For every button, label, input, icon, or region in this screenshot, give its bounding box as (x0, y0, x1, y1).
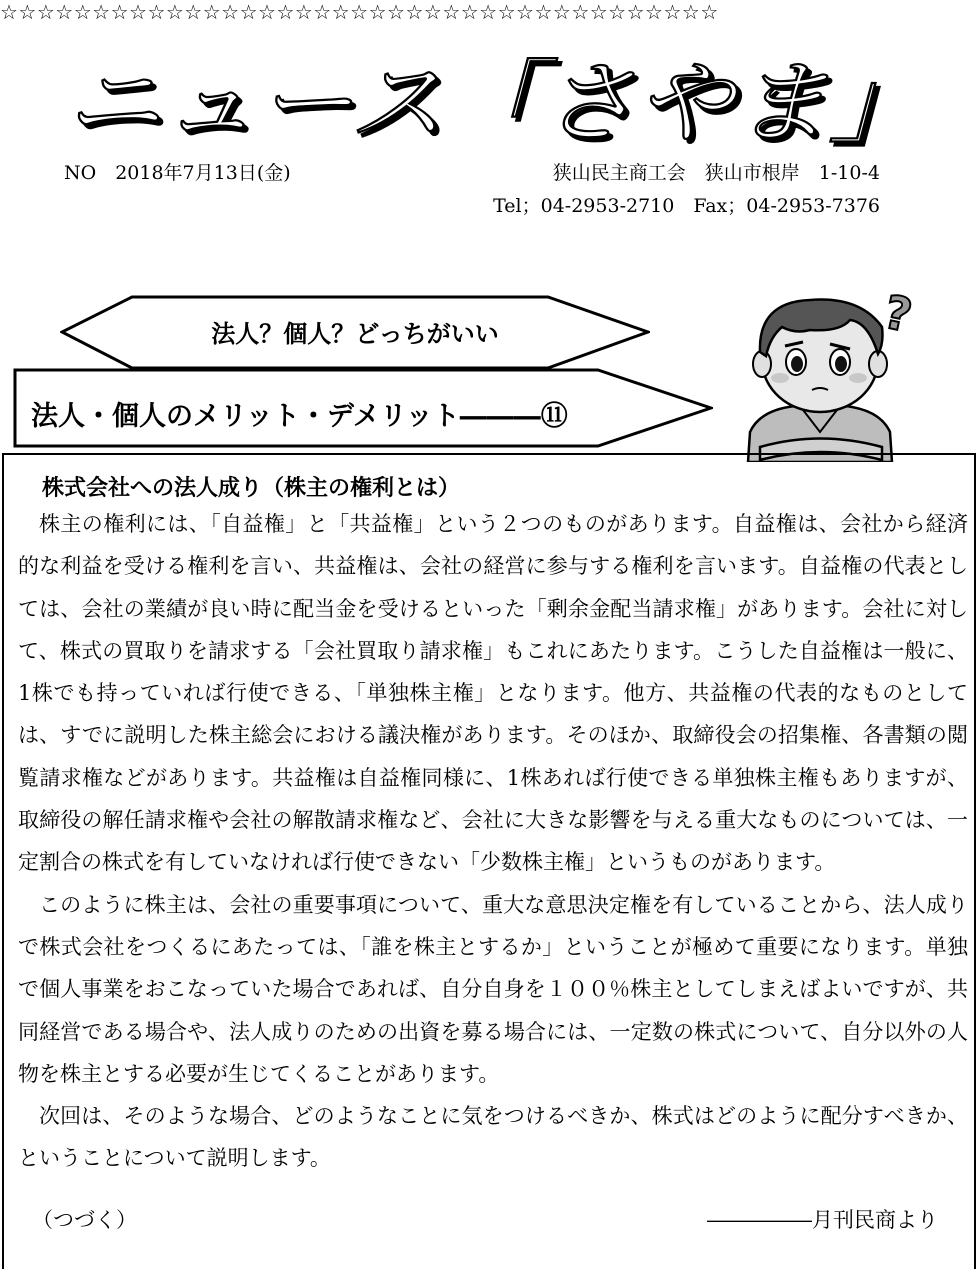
confused-boy-illustration (700, 282, 950, 462)
question-banner-text: 法人？個人？どっちがいい (211, 320, 499, 348)
masthead-title-text: ニュース「さやま」 (65, 52, 925, 152)
article-box (2, 453, 976, 1269)
article-paragraph: 株主の権利には、「自益権」と「共益権」という２つのものがあります。自益権は、会社から経済的な利益を受ける権利を言い、共益権は、会社の経営に参与する権利を言います。自益権の代表としては、会社の業績が良い時に配当金を受けるといった「剰余金配当請求権」があります。会社に対して、株式の買取りを請求する「会社買取り請求権」もこれにあたります。こうした自益権は一般に、1株でも持っていれば行使できる、「単独株主権」となります。他方、共益権の代表的なものとしては、すでに説明した株主総会における議決権があります。そのほか、取締役会の招集権、各書類の閲覧請求権などがあります。共益権は自益権同様に、1株あれば行使できる単独株主権もありますが、取締役の解任請求権や会社の解散請求権など、会社に大きな影響を与える重大なものについては、一定割合の株式を有していなければ行使できない「少数株主権」というものがあります。 (18, 512, 968, 875)
issue-date: NO 2018年7月13日(金) (64, 162, 291, 184)
star-divider: ☆☆☆☆☆☆☆☆☆☆☆☆☆☆☆☆☆☆☆☆☆☆☆☆☆☆☆☆☆☆☆☆☆☆☆☆☆☆☆ (0, 0, 719, 24)
article-paragraph: このように株主は、会社の重要事項について、重大な意思決定権を有していることから、法人成りで株式会社をつくるにあたっては、「誰を株主とするか」ということが極めて重要になります。単独で個人事業をおこなっていた場合であれば、自分自身を１００％株主としてしまえばよいですが、共同経営である場合や、法人成りのための出資を募る場合には、一定数の株式について、自分以外の人物を株主とする必要が生じてくることがあります。 (18, 892, 968, 1086)
contact-numbers: Tel；04-2953-2710 Fax；04-2953-7376 (493, 195, 880, 217)
publisher-address: 狭山民主商工会 狭山市根岸 1-10-4 (552, 162, 880, 184)
article-paragraph: 次回は、そのような場合、どのようなことに気をつけるべきか、株式はどのように配分すべきか、ということについて説明します。 (18, 1104, 968, 1171)
question-banner (60, 295, 650, 370)
article-body (18, 503, 968, 1180)
series-banner (13, 368, 713, 448)
question-mark-icon: ? (879, 284, 917, 343)
series-banner-text: 法人・個人のメリット・デメリット―――⑪ (31, 401, 568, 432)
source-credit: ―――――月刊民商より (707, 1208, 938, 1232)
article-heading: 株式会社への法人成り（株主の権利とは） (42, 476, 461, 501)
masthead-title (55, 52, 935, 152)
continued-note: （つづく） (32, 1208, 137, 1232)
